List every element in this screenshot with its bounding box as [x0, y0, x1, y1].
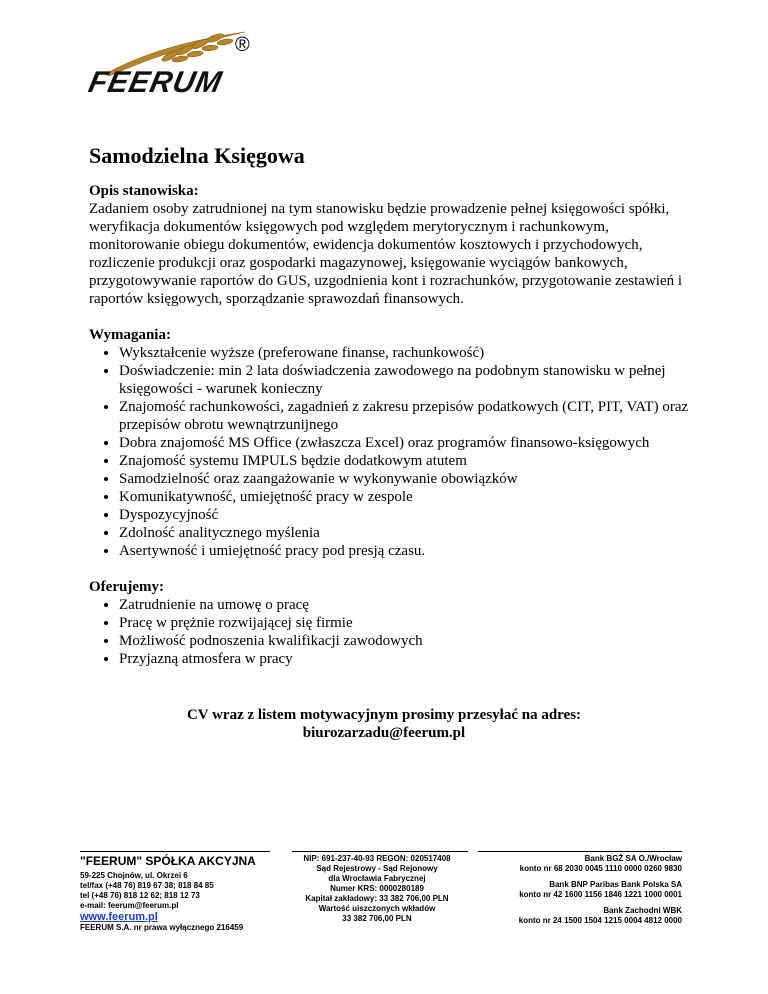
footer-divider [292, 851, 468, 852]
company-name: "FEERUM" SPÓŁKA AKCYJNA [80, 854, 256, 868]
list-item: • Zatrudnienie na umowę o pracę [119, 596, 689, 614]
list-item: • Komunikatywność, umiejętność pracy w zespole [119, 488, 689, 506]
list-item: • Znajomość rachunkowości, zagadnień z zakresu przepisów podatkowych (CIT, PIT, VAT) oraz przepisów obrotu wewnątrzunijnego [119, 398, 689, 434]
bank-1-name: Bank BGŻ SA O./Wrocław [584, 854, 682, 863]
list-item: • Znajomość systemu IMPULS będzie dodatkowym atutem [119, 452, 689, 470]
company-trademark: FEERUM S.A. nr prawa wyłącznego 216459 [80, 923, 244, 932]
cta-block [0, 706, 768, 742]
cta-text: CV wraz z listem motywacyjnym prosimy przesyłać na adres: [186, 707, 582, 723]
company-address: 59-225 Chojnów, ul. Okrzei 6 [80, 871, 188, 880]
opis-heading: Opis stanowiska: [89, 183, 199, 199]
registered-mark: ® [235, 34, 250, 56]
list-item: • Możliwość podnoszenia kwalifikacji zawodowych [119, 632, 689, 650]
bank-2-name: Bank BNP Paribas Bank Polska SA [549, 880, 682, 889]
opis-text: Zadaniem osoby zatrudnionej na tym stanowisku będzie prowadzenie pełnej księgowości spółki, weryfikacja dokumentów księgowych pod względem merytorycznym i rachunkowym, monitorowanie obiegu dokumentów, ewidencja dokumentów kosztowych i przychodowych, rozliczenie produkcji oraz gospodarki magazynowej, księgowanie wyciągów bankowych, przygotowywanie raportów do GUS, uzgodnienia kont i rozrachunków, przygotowanie zestawień i raportów księgowych, sporządzanie sprawozdań finansowych. [89, 201, 683, 307]
krs-number: Numer KRS: 0000280189 [330, 884, 424, 893]
company-telfax: tel/fax (+48 76) 819 67 38; 818 84 85 [80, 881, 214, 890]
list-item: • Dyspozycyjność [119, 506, 689, 524]
paid-in-value: 33 382 706,00 PLN [342, 914, 412, 923]
list-item: • Pracę w prężnie rozwijającej się firmie [119, 614, 689, 632]
list-item: • Przyjazną atmosfera w pracy [119, 650, 689, 668]
footer-divider [478, 851, 682, 852]
document-body [89, 182, 689, 686]
bank-2-account: konto nr 42 1600 1156 1846 1221 1000 0001 [519, 890, 682, 899]
wymagania-list [89, 344, 689, 560]
list-item: • Wykształcenie wyższe (preferowane finanse, rachunkowość) [119, 344, 689, 362]
footer-company [80, 854, 280, 933]
logo-wordmark: FEERUM [85, 66, 226, 99]
list-item: • Asertywność i umiejętność pracy pod presją czasu. [119, 542, 689, 560]
bank-3-name: Bank Zachodni WBK [603, 906, 682, 915]
list-item: • Dobra znajomość MS Office (zwłaszcza Excel) oraz programów finansowo-księgowych [119, 434, 689, 452]
share-capital: Kapitał zakładowy: 33 382 706,00 PLN [305, 894, 449, 903]
list-item: • Doświadczenie: min 2 lata doświadczenia zawodowego na podobnym stanowisku w pełnej księgowości - warunek konieczny [119, 362, 689, 398]
footer-registry [290, 854, 464, 924]
footer-divider [80, 851, 270, 852]
bank-1-account: konto nr 68 2030 0045 1110 0000 0260 9830 [519, 864, 682, 873]
oferujemy-heading: Oferujemy: [89, 579, 164, 595]
wymagania-heading: Wymagania: [89, 327, 171, 343]
paid-in-label: Wartość uiszczonych wkładów [318, 904, 436, 913]
page-title: Samodzielna Księgowa [89, 143, 305, 168]
cta-email[interactable]: biurozarzadu@feerum.pl [302, 725, 466, 741]
oferujemy-list [89, 596, 689, 668]
company-website-link[interactable]: www.feerum.pl [80, 911, 158, 923]
list-item: • Zdolność analitycznego myślenia [119, 524, 689, 542]
bank-3-account: konto nr 24 1500 1504 1215 0004 4812 0000 [518, 916, 682, 925]
court-line-1: Sąd Rejestrowy - Sąd Rejonowy [316, 864, 438, 873]
company-email: e-mail: feerum@feerum.pl [80, 901, 179, 910]
court-line-2: dla Wrocławia Fabrycznej [328, 874, 426, 883]
footer-banks [470, 854, 682, 926]
footer [78, 854, 682, 934]
list-item: • Samodzielność oraz zaangażowanie w wykonywanie obowiązków [119, 470, 689, 488]
company-tel: tel (+48 76) 818 12 62; 818 12 73 [80, 891, 200, 900]
feerum-logo [85, 28, 265, 98]
nip-regon: NIP: 691-237-40-93 REGON: 020517408 [303, 854, 451, 863]
